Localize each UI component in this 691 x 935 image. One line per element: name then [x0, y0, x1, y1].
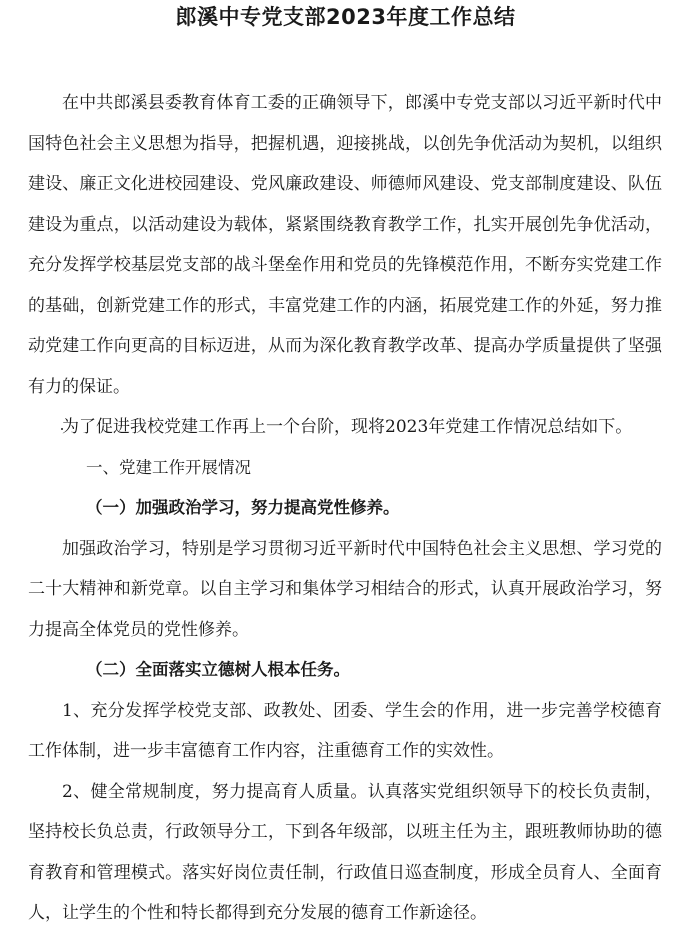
section-heading: 一、党建工作开展情况	[86, 457, 251, 477]
list-item-1: 1、充分发挥学校党支部、政教处、团委、学生会的作用，进一步完善学校德育工作体制，进一步丰富德育工作内容，注重德育工作的实效性。	[28, 700, 662, 761]
document-title: 郎溪中专党支部2023年度工作总结	[175, 5, 516, 29]
purpose-paragraph: 为了促进我校党建工作再上一个台阶，现将2023年党建工作情况总结如下。	[62, 417, 633, 437]
list-item-2: 2、健全常规制度，努力提高育人质量。认真落实党组织领导下的校长负责制，坚持校长负总责，行政领导分工，下到各年级部，以班主任为主，跟班教师协助的德育教育和管理模式。落实好岗位责任制，行政值日巡查制度，形成全员育人、全面育人，让学生的个性和特长都得到充分发展的德育工作新途径。	[28, 781, 662, 923]
intro-paragraph: 在中共郎溪县委教育体育工委的正确领导下，郎溪中专党支部以习近平新时代中国特色社会主义思想为指导，把握机遇，迎接挑战，以创先争优活动为契机，以组织建设、廉正文化进校园建设、党风廉政建设、师德师风建设、党支部制度建设、队伍建设为重点，以活动建设为载体，紧紧围绕教育教学工作，扎实开展创先争优活动，充分发挥学校基层党支部的战斗堡垒作用和党员的先锋模范作用，不断夯实党建工作的基础，创新党建工作的形式，丰富党建工作的内涵，拓展党建工作的外延，努力推动党建工作向更高的目标迈进，从而为深化教育教学改革、提高办学质量提供了坚强有力的保证。	[28, 93, 662, 397]
subsection-1-paragraph: 加强政治学习，特别是学习贯彻习近平新时代中国特色社会主义思想、学习党的二十大精神和新党章。以自主学习和集体学习相结合的形式，认真开展政治学习，努力提高全体党员的党性修养。	[28, 538, 662, 640]
subsection-heading-2: （二）全面落实立德树人根本任务。	[86, 660, 350, 679]
subsection-heading-1: （一）加强政治学习，努力提高党性修养。	[86, 498, 400, 517]
document-body	[28, 83, 662, 934]
